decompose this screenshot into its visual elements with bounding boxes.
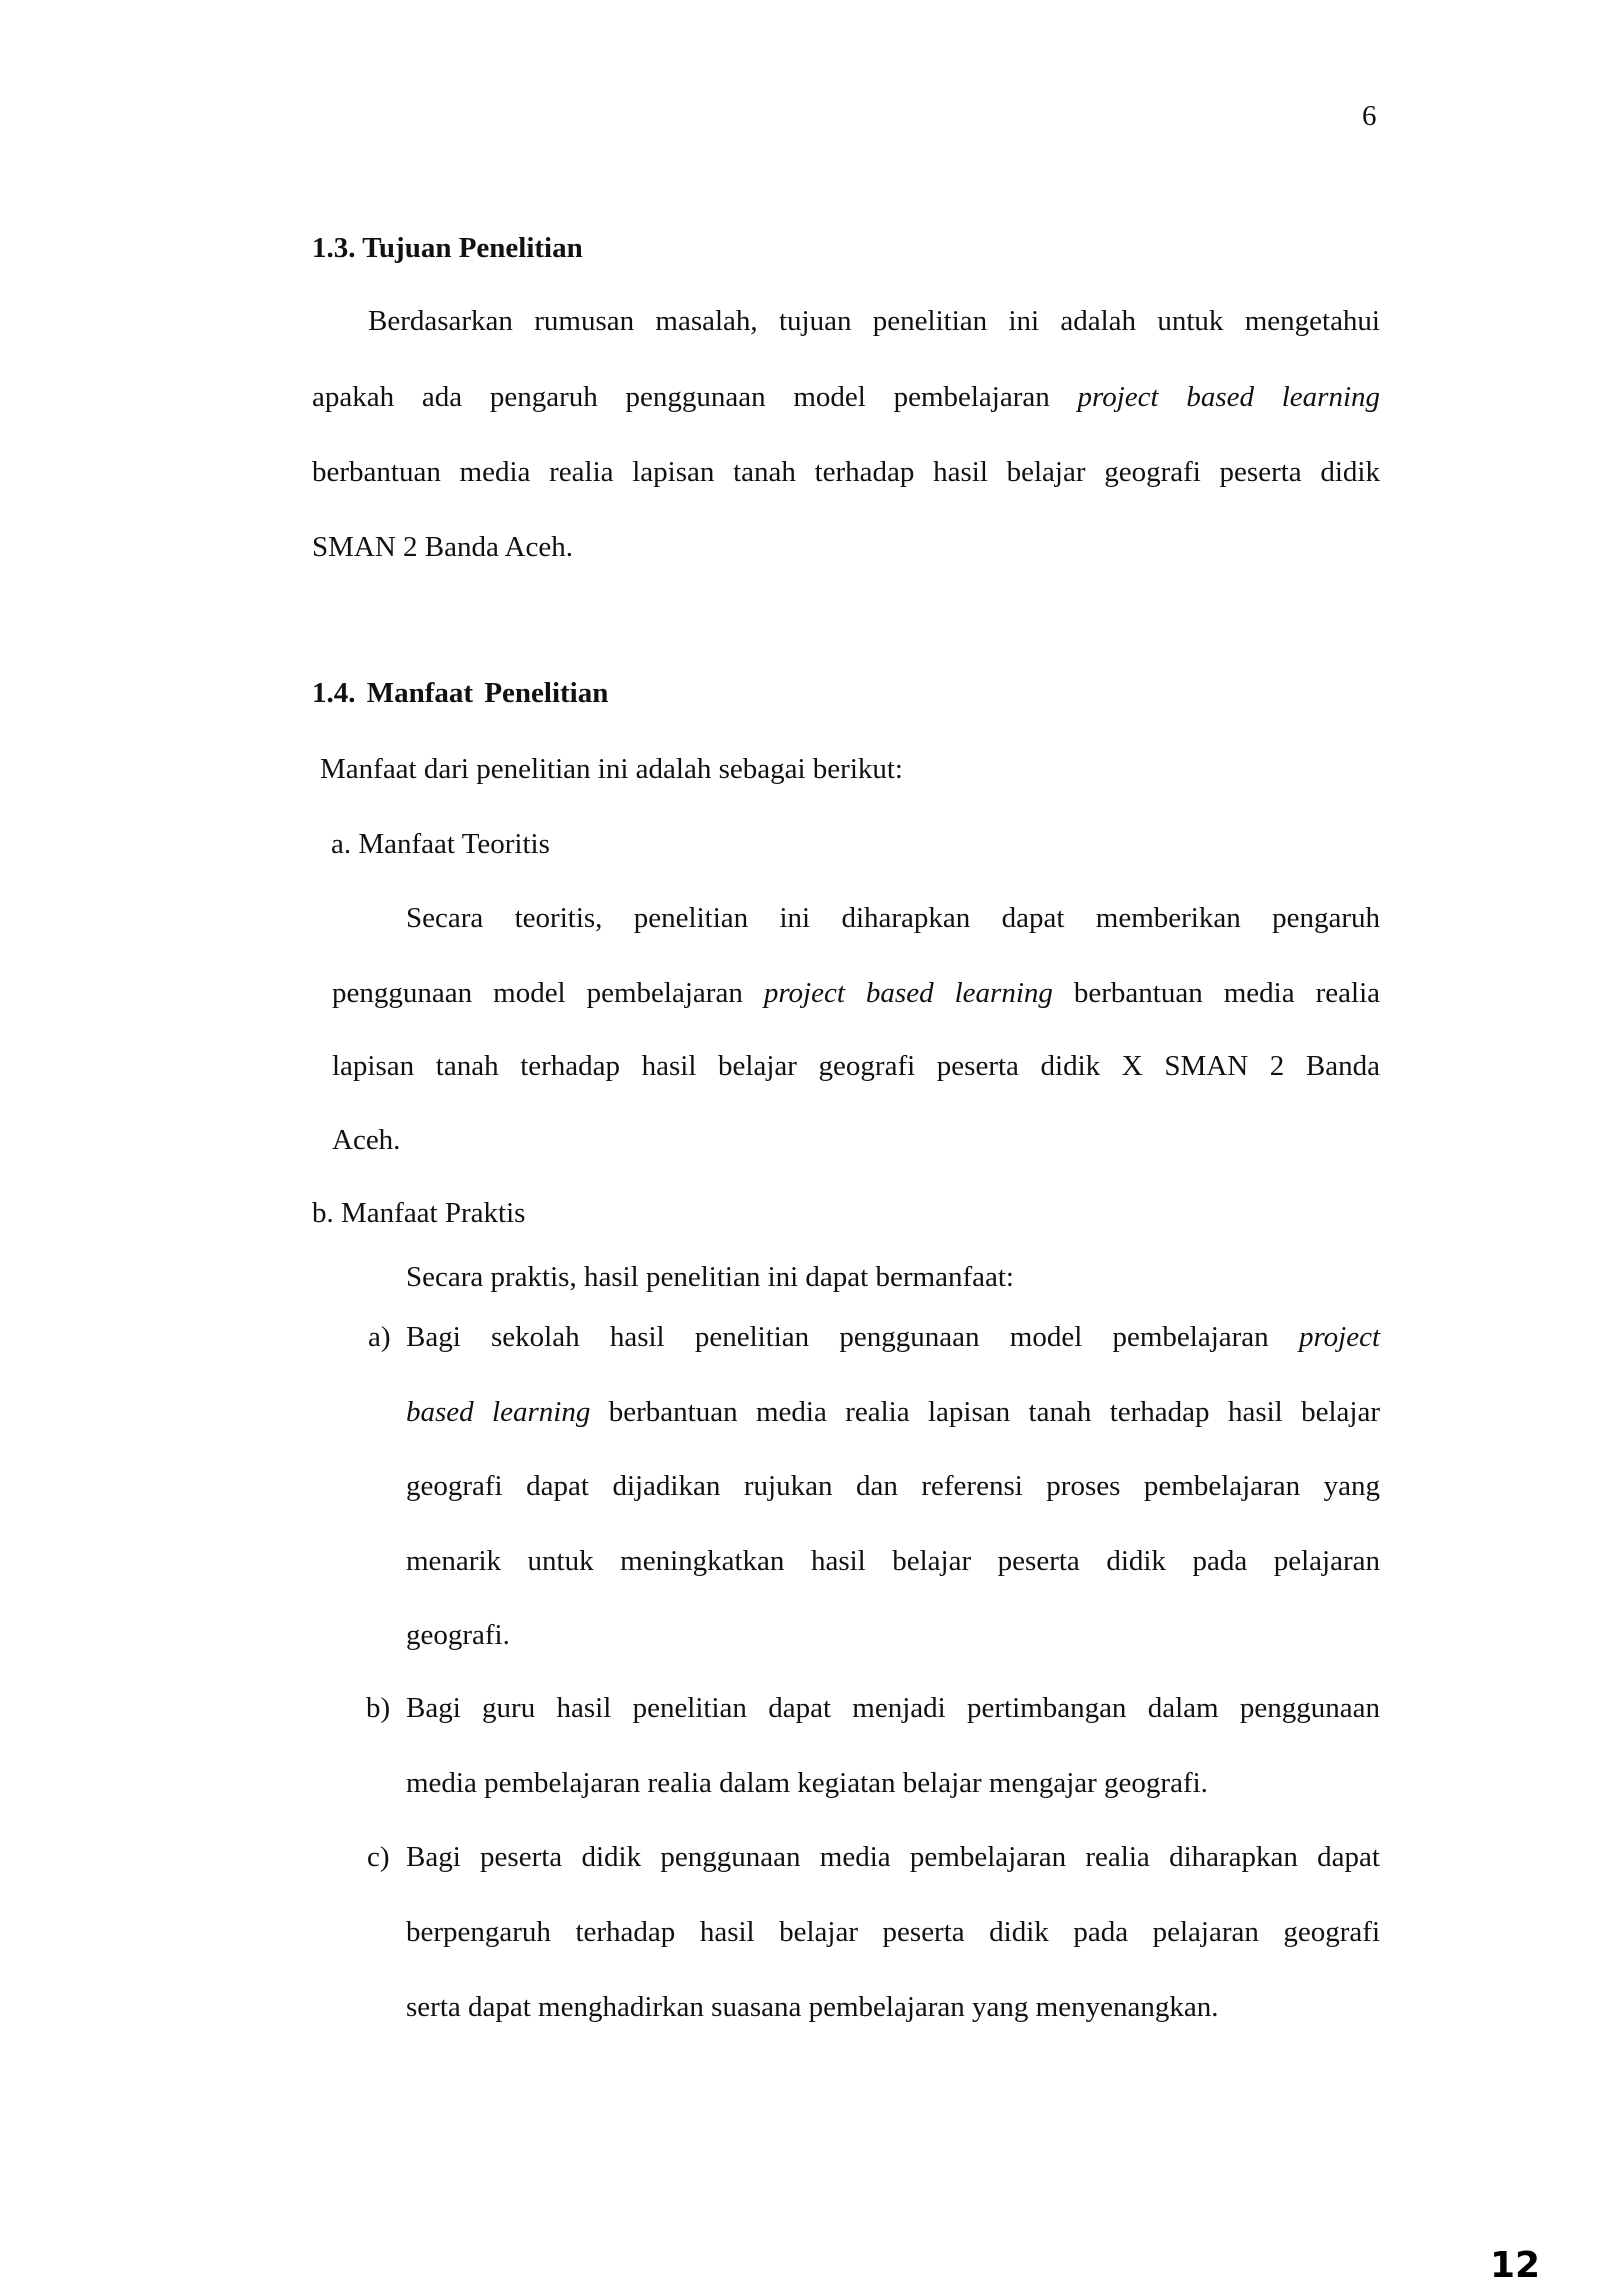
intro-line: Secara praktis, hasil penelitian ini dapat bermanfaat: — [406, 1261, 1014, 1293]
paragraph-line: SMAN 2 Banda Aceh. — [312, 531, 573, 563]
text-run: apakah ada pengaruh penggunaan model pembelajaran — [312, 381, 1050, 413]
text-run: Bagi sekolah hasil penelitian penggunaan model pembelajaran — [406, 1321, 1269, 1353]
italic-term: project based learning — [1077, 381, 1381, 413]
paragraph-line — [312, 379, 1380, 415]
section-heading-manfaat: 1.4. Manfaat Penelitian — [312, 677, 609, 709]
text-run: berbantuan media realia lapisan tanah terhadap hasil belajar — [608, 1396, 1380, 1428]
list-marker: c) — [367, 1841, 390, 1873]
subsection-title-praktis: b. Manfaat Praktis — [312, 1197, 526, 1229]
intro-line: Manfaat dari penelitian ini adalah sebagai berikut: — [320, 753, 903, 785]
paragraph-line: Secara teoritis, penelitian ini diharapkan dapat memberikan pengaruh — [406, 902, 1380, 934]
italic-term: based learning — [406, 1396, 591, 1428]
list-item-line: berpengaruh terhadap hasil belajar peserta didik pada pelajaran geografi — [406, 1916, 1380, 1948]
paragraph-line: Aceh. — [332, 1124, 401, 1156]
list-item-line: Bagi guru hasil penelitian dapat menjadi pertimbangan dalam penggunaan — [406, 1692, 1380, 1724]
paragraph-line — [332, 975, 1380, 1011]
section-heading-tujuan: 1.3. Tujuan Penelitian — [312, 232, 583, 264]
cropped-page-counter: 12 — [1490, 2245, 1541, 2286]
paragraph-line: berbantuan media realia lapisan tanah terhadap hasil belajar geografi peserta didik — [312, 456, 1380, 488]
list-item-line: serta dapat menghadirkan suasana pembelajaran yang menyenangkan. — [406, 1991, 1219, 2023]
list-item-line — [406, 1394, 1380, 1430]
list-marker: b) — [366, 1692, 391, 1724]
list-item-line — [406, 1319, 1380, 1355]
italic-term: project based learning — [763, 977, 1053, 1009]
text-run: berbantuan media realia — [1073, 977, 1380, 1009]
list-item-line: Bagi peserta didik penggunaan media pembelajaran realia diharapkan dapat — [406, 1841, 1380, 1873]
list-item-line: geografi. — [406, 1619, 510, 1651]
italic-term: project — [1298, 1321, 1381, 1353]
text-run: penggunaan model pembelajaran — [332, 977, 743, 1009]
subsection-title-teoritis: a. Manfaat Teoritis — [331, 828, 550, 860]
paragraph-line: Berdasarkan rumusan masalah, tujuan penelitian ini adalah untuk mengetahui — [368, 305, 1380, 337]
list-item-line: geografi dapat dijadikan rujukan dan referensi proses pembelajaran yang — [406, 1470, 1380, 1502]
list-marker: a) — [368, 1321, 391, 1353]
list-item-line: media pembelajaran realia dalam kegiatan belajar mengajar geografi. — [406, 1767, 1208, 1799]
page-number: 6 — [1362, 100, 1377, 132]
list-item-line: menarik untuk meningkatkan hasil belajar peserta didik pada pelajaran — [406, 1545, 1380, 1577]
paragraph-line: lapisan tanah terhadap hasil belajar geografi peserta didik X SMAN 2 Banda — [332, 1050, 1380, 1082]
